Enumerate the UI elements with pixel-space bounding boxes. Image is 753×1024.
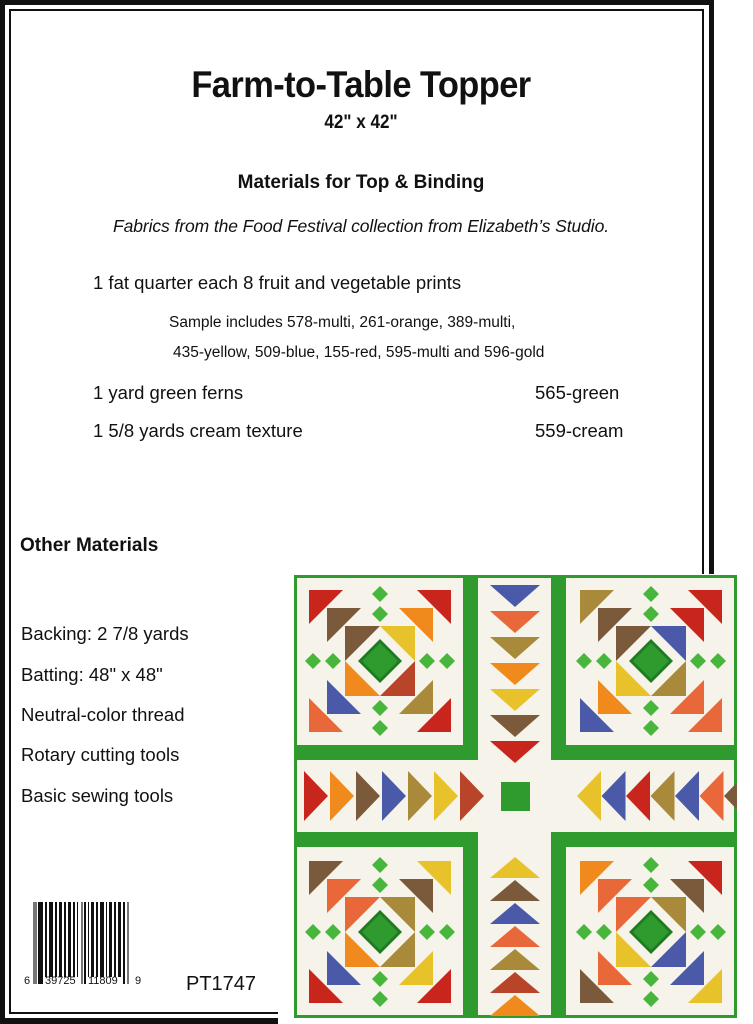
frame-bottom-thick: [0, 1018, 278, 1024]
material-row-fat-quarters: [93, 272, 461, 294]
frame-left-thick: [0, 0, 5, 1024]
barcode-digit-lead: 6: [24, 975, 31, 987]
material-code: 565-green: [535, 382, 620, 403]
other-item-sewing: Basic sewing tools: [21, 785, 174, 806]
barcode-icon: [24, 900, 142, 990]
frame-top-thick: [0, 0, 714, 5]
other-item-rotary: Rotary cutting tools: [21, 744, 180, 765]
barcode-digits-right: 11809: [88, 975, 118, 987]
material-code: 559-cream: [535, 420, 624, 441]
frame-bottom-thin: [9, 1012, 278, 1014]
other-materials-heading: Other Materials: [20, 535, 159, 556]
sample-line-2: 435-yellow, 509-blue, 155-red, 595-multi and 596-gold: [173, 344, 545, 361]
frame-left-thin: [9, 9, 11, 1014]
material-label: 1 yard green ferns: [93, 382, 244, 403]
other-item-thread: Neutral-color thread: [21, 704, 185, 725]
quilt-photo: [294, 575, 737, 1018]
material-label: 1 fat quarter each 8 fruit and vegetable prints: [93, 272, 462, 293]
pattern-size: 42" x 42": [324, 112, 398, 133]
sample-line-1: Sample includes 578-multi, 261-orange, 389-multi,: [169, 314, 516, 331]
frame-right-thin: [702, 9, 704, 574]
material-row-cream-texture: [93, 420, 653, 442]
materials-heading: Materials for Top & Binding: [237, 172, 485, 193]
material-label: 1 5/8 yards cream texture: [93, 420, 303, 441]
frame-top-thin: [9, 9, 704, 11]
barcode-digit-check: 9: [135, 975, 142, 987]
pattern-sku: PT1747: [186, 973, 257, 995]
other-item-backing: Backing: 2 7/8 yards: [21, 623, 189, 644]
quilt-illustration: [294, 575, 737, 1018]
material-row-green-ferns: [93, 382, 653, 404]
fabric-collection-note: Fabrics from the Food Festival collection from Elizabeth’s Studio.: [113, 216, 609, 236]
other-item-batting: Batting: 48" x 48": [21, 664, 163, 685]
barcode-digits-left: 39725: [45, 975, 76, 987]
pattern-title: Farm-to-Table Topper: [191, 64, 531, 105]
frame-right-thick: [709, 0, 714, 574]
